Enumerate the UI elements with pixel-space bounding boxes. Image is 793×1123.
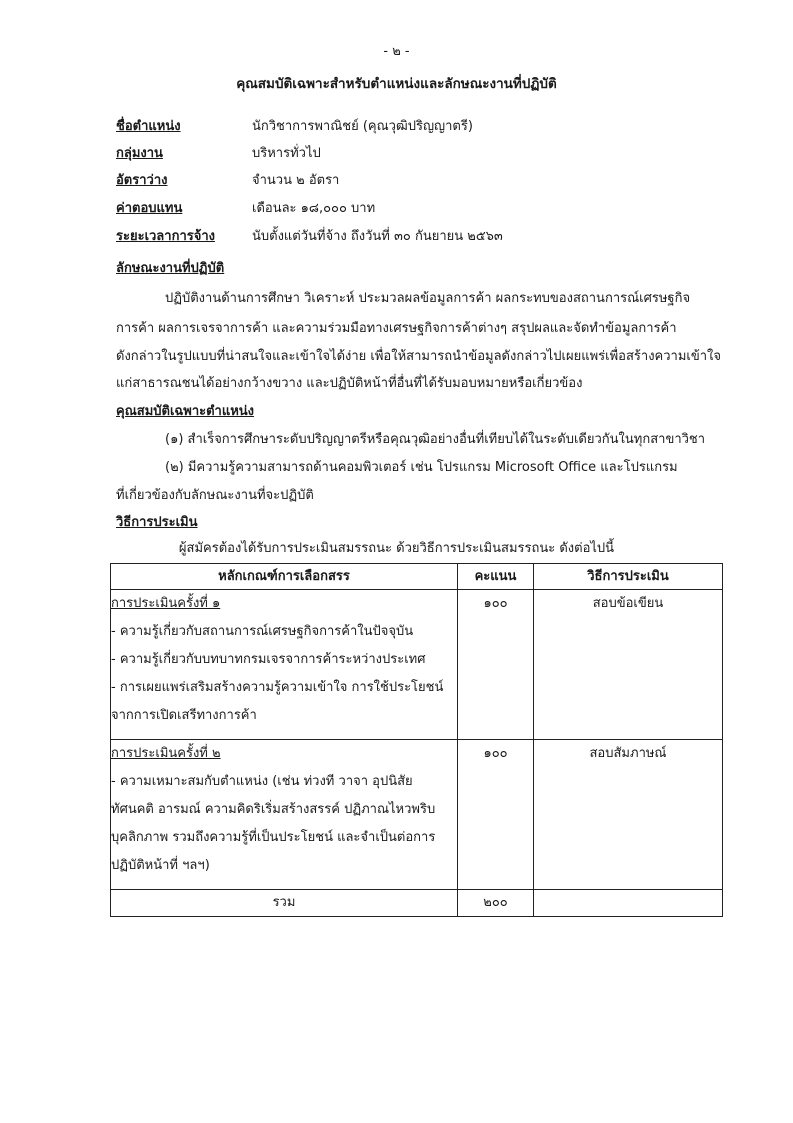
- table-header-row: [111, 564, 723, 590]
- criteria-cell: [111, 740, 458, 890]
- round-title: การประเมินครั้งที่ ๒: [111, 746, 221, 761]
- job-description-line: การค้า ผลการเจรจาการค้า และความร่วมมือทางเศรษฐกิจการค้าต่างๆ สรุปผลและจัดทำข้อมูลการค้า: [116, 321, 677, 336]
- score-cell: ๑๐๐: [458, 740, 534, 890]
- total-method-empty: [534, 890, 723, 917]
- column-header-score: คะแนน: [458, 564, 534, 590]
- criteria-line: - ความเหมาะสมกับตำแหน่ง (เช่น ท่วงที วาจา อุปนิสัย: [111, 774, 413, 789]
- total-score: ๒๐๐: [458, 890, 534, 917]
- table-row-total: [111, 890, 723, 917]
- assessment-table: [110, 563, 723, 917]
- qualification-item-2-cont: ที่เกี่ยวข้องกับลักษณะงานที่จะปฏิบัติ: [116, 488, 314, 503]
- qualifications-heading: คุณสมบัติเฉพาะตำแหน่ง: [116, 404, 255, 419]
- assessment-heading: วิธีการประเมิน: [116, 515, 198, 530]
- assessment-caption: ผู้สมัครต้องได้รับการประเมินสมรรถนะ ด้วยวิธีการประเมินสมรรถนะ ดังต่อไปนี้: [178, 541, 615, 556]
- qualification-item-1: (๑) สำเร็จการศึกษาระดับปริญญาตรีหรือคุณวุฒิอย่างอื่นที่เทียบได้ในระดับเดียวกันในทุกสาขาวิชา: [165, 432, 706, 447]
- info-value: นับตั้งแต่วันที่จ้าง ถึงวันที่ ๓๐ กันยายน ๒๕๖๓: [252, 229, 503, 244]
- info-value: เดือนละ ๑๘,๐๐๐ บาท: [252, 201, 376, 216]
- criteria-line: ปฏิบัติหน้าที่ ฯลฯ): [111, 858, 210, 873]
- info-label: ระยะเวลาการจ้าง: [116, 229, 215, 244]
- job-description-line: ปฏิบัติงานด้านการศึกษา วิเคราะห์ ประมวลผลข้อมูลการค้า ผลกระทบของสถานการณ์เศรษฐกิจ: [165, 291, 691, 306]
- column-header-criteria: หลักเกณฑ์การเลือกสรร: [111, 564, 458, 590]
- total-label: รวม: [111, 890, 458, 917]
- criteria-cell: [111, 590, 458, 740]
- criteria-line: ทัศนคติ อารมณ์ ความคิดริเริ่มสร้างสรรค์ ปฏิภาณไหวพริบ: [111, 802, 436, 817]
- info-label: อัตราว่าง: [116, 173, 168, 188]
- criteria-line: - ความรู้เกี่ยวกับบทบาทกรมเจรจาการค้าระหว่างประเทศ: [111, 652, 426, 667]
- info-label: ค่าตอบแทน: [116, 201, 183, 216]
- qualification-item-2: (๒) มีความรู้ความสามารถด้านคอมพิวเตอร์ เช่น โปรแกรม Microsoft Office และโปรแกรม: [165, 460, 678, 475]
- document-title: คุณสมบัติเฉพาะสำหรับตำแหน่งและลักษณะงานที่ปฏิบัติ: [236, 76, 557, 92]
- info-value: จำนวน ๒ อัตรา: [252, 173, 340, 188]
- criteria-line: จากการเปิดเสรีทางการค้า: [111, 708, 257, 723]
- table-row-round-2: [111, 740, 723, 890]
- job-description-line: ดังกล่าวในรูปแบบที่น่าสนใจและเข้าใจได้ง่าย เพื่อให้สามารถนำข้อมูลดังกล่าวไปเผยแพร่เพื่อสร้างความเข้าใจ: [116, 349, 722, 364]
- job-description-line: แก่สาธารณชนได้อย่างกว้างขวาง และปฏิบัติหน้าที่อื่นที่ได้รับมอบหมายหรือเกี่ยวข้อง: [116, 376, 583, 391]
- criteria-line: - การเผยแพร่เสริมสร้างความรู้ความเข้าใจ การใช้ประโยชน์: [111, 680, 444, 695]
- criteria-line: บุคลิกภาพ รวมถึงความรู้ที่เป็นประโยชน์ และจำเป็นต่อการ: [111, 830, 436, 845]
- criteria-line: - ความรู้เกี่ยวกับสถานการณ์เศรษฐกิจการค้าในปัจจุบัน: [111, 624, 414, 639]
- column-header-method: วิธีการประเมิน: [534, 564, 723, 590]
- page-number: - ๒ -: [383, 44, 410, 59]
- job-description-heading: ลักษณะงานที่ปฏิบัติ: [116, 261, 225, 276]
- score-cell: ๑๐๐: [458, 590, 534, 740]
- info-value: นักวิชาการพาณิชย์ (คุณวุฒิปริญญาตรี): [252, 119, 473, 134]
- method-cell: สอบสัมภาษณ์: [534, 740, 723, 890]
- info-value: บริหารทั่วไป: [252, 146, 321, 161]
- round-title: การประเมินครั้งที่ ๑: [111, 596, 221, 611]
- method-cell: สอบข้อเขียน: [534, 590, 723, 740]
- table-row-round-1: [111, 590, 723, 740]
- info-label: กลุ่มงาน: [116, 146, 163, 161]
- info-label: ชื่อตำแหน่ง: [116, 119, 181, 134]
